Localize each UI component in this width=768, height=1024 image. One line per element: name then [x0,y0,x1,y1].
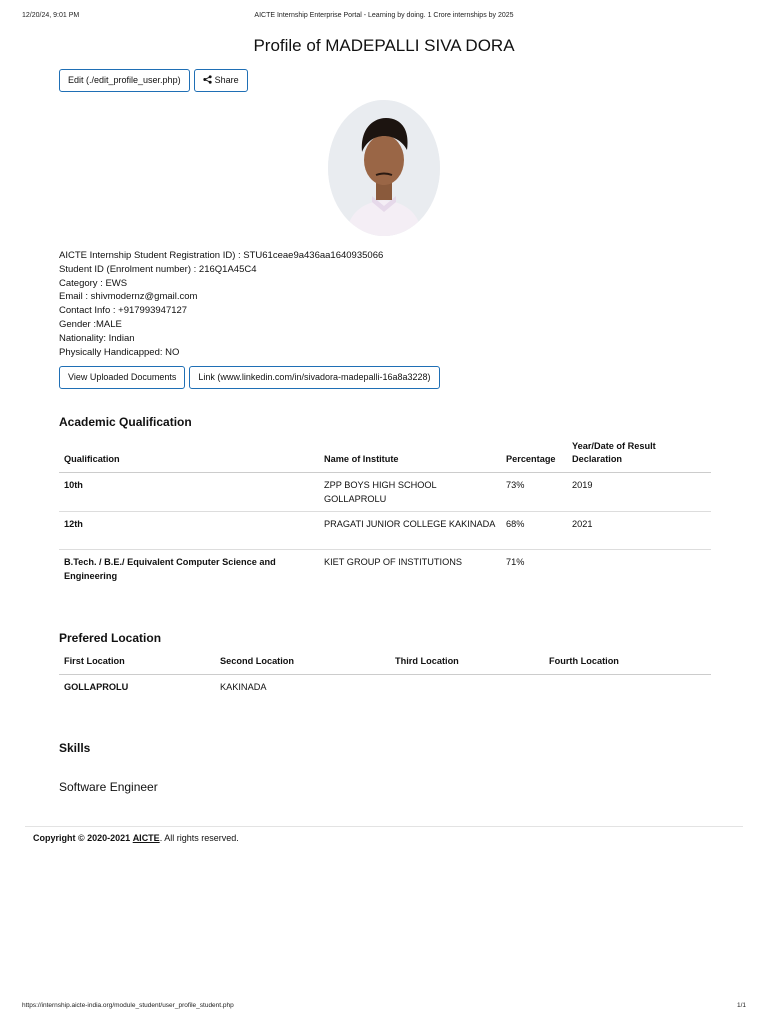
print-document-title: AICTE Internship Enterprise Portal - Learning by doing. 1 Crore internships by 2025 [254,12,514,19]
qualification-cell: 12th [59,512,319,550]
gender: Gender :MALE [59,318,122,330]
profile-actions [59,69,252,92]
percentage-cell: 73% [501,473,567,512]
copyright-prefix: Copyright © 2020-2021 [33,833,131,843]
academic-heading: Academic Qualification [59,415,192,429]
category: Category : EWS [59,277,128,289]
linkedin-link-button[interactable]: Link (www.linkedin.com/in/sivadora-madepalli-16a8a3228) [189,366,439,389]
year-cell: 2019 [567,473,711,512]
institute-cell: PRAGATI JUNIOR COLLEGE KAKINADA [319,512,501,550]
percentage-cell: 71% [506,557,525,567]
table-row [59,473,711,512]
location-table [59,656,711,699]
header-percentage: Percentage [501,440,567,473]
print-page-number: 1/1 [736,1002,746,1009]
header-fourth-location: Fourth Location [544,656,711,675]
print-header [22,12,746,22]
edit-profile-button[interactable]: Edit (./edit_profile_user.php) [59,69,190,92]
copyright [33,833,239,843]
footer-divider [25,826,743,827]
contact-info: Contact Info : +917993947127 [59,305,188,317]
location-heading: Prefered Location [59,631,162,645]
skills-heading: Skills [59,741,91,755]
share-label: Share [214,75,239,85]
qualification-cell: 10th [59,473,319,512]
header-year: Year/Date of Result Declaration [567,440,711,473]
second-location-cell: KAKINADA [220,682,267,692]
location-header-row [59,656,711,675]
qualification-cell: B.Tech. / B.E./ Equivalent Computer Science and Engineering [64,557,276,581]
page-title: Profile of MADEPALLI SIVA DORA [253,36,515,55]
third-location-cell [390,675,544,700]
registration-id: AICTE Internship Student Registration ID) : STU61ceae9a436aa1640935066 [59,250,384,261]
header-second-location: Second Location [215,656,390,675]
view-documents-button[interactable]: View Uploaded Documents [59,366,185,389]
header-first-location: First Location [59,656,215,675]
print-footer [22,1002,746,1012]
year-cell [567,550,711,589]
physically-handicapped: Physically Handicapped: NO [59,346,180,358]
profile-photo [328,100,440,236]
aicte-link[interactable]: AICTE [132,833,160,843]
email: Email : shivmodernz@gmail.com [59,291,198,303]
academic-table [59,440,711,588]
share-button[interactable] [194,69,248,92]
header-third-location: Third Location [390,656,544,675]
nationality: Nationality: Indian [59,332,135,344]
print-date: 12/20/24, 9:01 PM [22,12,80,19]
skill-item: Software Engineer [59,780,158,794]
header-institute: Name of Institute [319,440,501,473]
header-qualification: Qualification [59,440,319,473]
percentage-cell: 68% [501,512,567,550]
institute-cell: ZPP BOYS HIGH SCHOOL GOLLAPROLU [319,473,501,512]
student-info [59,249,383,359]
document-actions [59,366,444,389]
table-row [59,675,711,700]
fourth-location-cell [544,675,711,700]
print-url: https://internship.aicte-india.org/module_student/user_profile_student.php [22,1002,234,1009]
first-location-cell: GOLLAPROLU [64,682,129,692]
student-id: Student ID (Enrolment number) : 216Q1A45C4 [59,263,257,275]
academic-header-row [59,440,711,473]
table-row [59,550,711,589]
profile-photo-illustration [328,100,440,236]
share-icon [203,75,212,84]
copyright-suffix: . All rights reserved. [159,833,239,843]
year-cell: 2021 [567,512,711,550]
institute-cell: KIET GROUP OF INSTITUTIONS [324,557,462,567]
table-row [59,512,711,550]
